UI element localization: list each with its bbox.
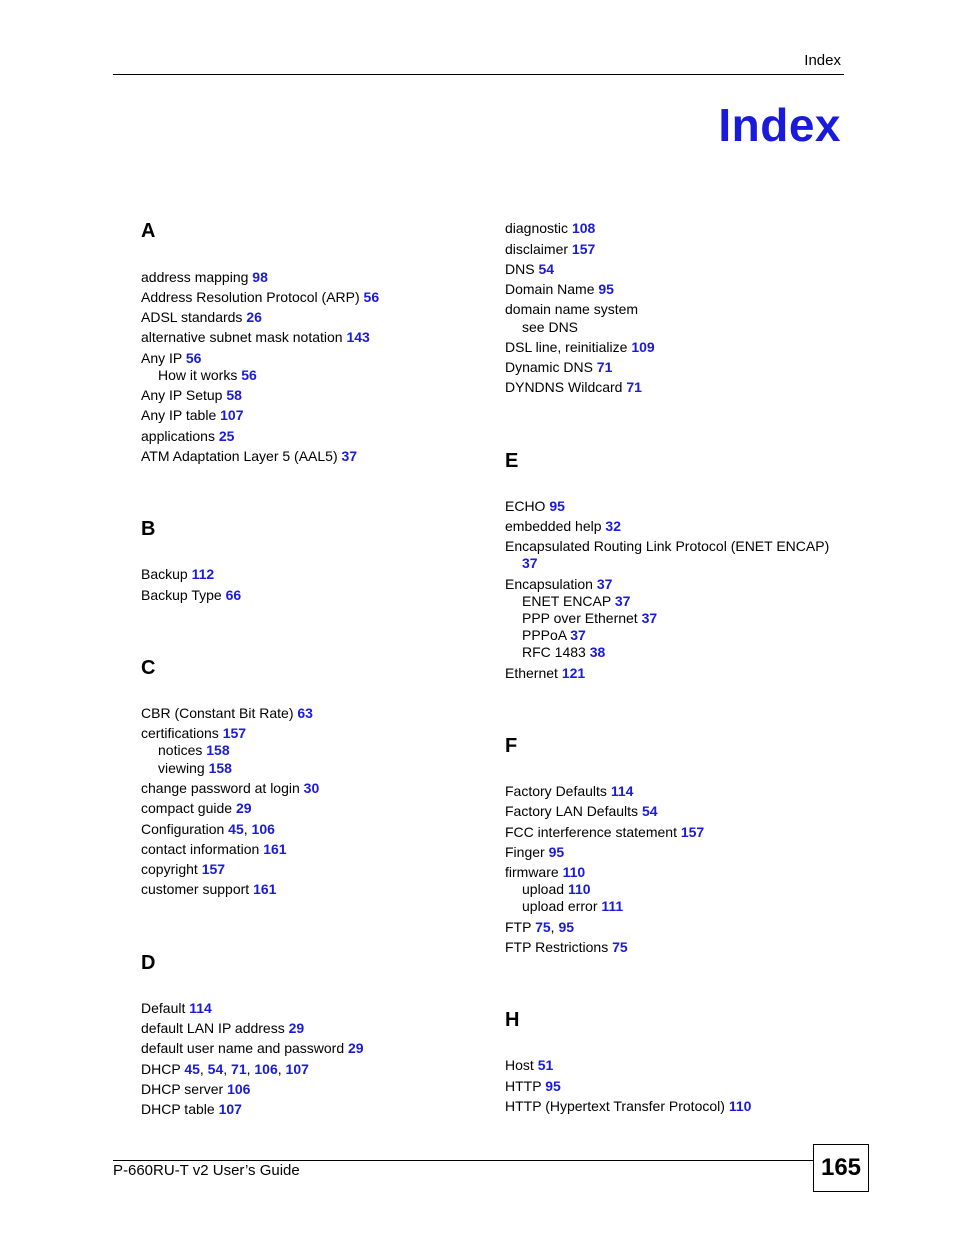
index-term: customer support bbox=[141, 881, 250, 897]
index-term: DHCP server bbox=[141, 1081, 224, 1097]
index-entry bbox=[505, 844, 564, 861]
index-entry bbox=[141, 448, 357, 465]
index-entry bbox=[141, 881, 276, 898]
index-term: Any IP bbox=[141, 350, 182, 366]
index-term: FCC interference statement bbox=[505, 824, 677, 840]
page-link[interactable]: 107 bbox=[285, 1061, 309, 1077]
index-entry: DHCP 45, 54, 71, 106, 107 bbox=[141, 1061, 309, 1077]
page-link[interactable]: 37 bbox=[596, 576, 613, 592]
index-entry bbox=[141, 1081, 250, 1098]
page-link[interactable]: 37 bbox=[341, 448, 358, 464]
index-term: Encapsulated Routing Link Protocol (ENET ENCAP) bbox=[505, 538, 830, 554]
index-entry bbox=[505, 359, 612, 376]
index-term: upload error bbox=[522, 898, 598, 914]
index-entry bbox=[141, 387, 242, 404]
index-term: copyright bbox=[141, 861, 198, 877]
index-term: embedded help bbox=[505, 518, 602, 534]
index-entry bbox=[141, 350, 201, 367]
page-link[interactable]: 121 bbox=[561, 665, 586, 681]
index-term: compact guide bbox=[141, 800, 233, 816]
index-entry bbox=[141, 800, 252, 817]
index-term: ENET ENCAP bbox=[522, 593, 611, 609]
index-subentry bbox=[505, 610, 657, 627]
page-link[interactable]: 111 bbox=[601, 898, 624, 914]
header-rule bbox=[113, 74, 844, 75]
index-term: Any IP Setup bbox=[141, 387, 223, 403]
page-link[interactable]: 106 bbox=[227, 1081, 251, 1097]
header-section-label: Index bbox=[804, 52, 841, 69]
page-link[interactable]: 106 bbox=[254, 1061, 278, 1077]
page-link[interactable]: 71 bbox=[596, 359, 613, 375]
page-link[interactable]: 26 bbox=[246, 309, 262, 325]
index-term: Backup Type bbox=[141, 587, 222, 603]
index-term: CBR (Constant Bit Rate) bbox=[141, 705, 294, 721]
page-link[interactable]: 29 bbox=[235, 800, 252, 816]
index-entry bbox=[505, 1078, 561, 1095]
page-link[interactable]: 106 bbox=[251, 821, 275, 837]
page-link[interactable]: 56 bbox=[185, 350, 202, 366]
page-link[interactable]: 158 bbox=[208, 760, 232, 776]
index-entry bbox=[141, 428, 234, 445]
index-entry bbox=[141, 705, 313, 722]
index-entry bbox=[141, 1101, 242, 1118]
index-term: see DNS bbox=[522, 319, 579, 335]
index-entry bbox=[141, 1020, 304, 1037]
index-term: FTP Restrictions bbox=[505, 939, 609, 955]
index-entry bbox=[141, 309, 262, 326]
page-link[interactable]: 54 bbox=[207, 1061, 224, 1077]
index-entry bbox=[505, 498, 565, 515]
index-subentry bbox=[505, 627, 586, 644]
index-term: certifications bbox=[141, 725, 219, 741]
index-term: DSL line, reinitialize bbox=[505, 339, 628, 355]
index-entry bbox=[505, 939, 628, 956]
index-term: Any IP table bbox=[141, 407, 217, 423]
index-term: firmware bbox=[505, 864, 559, 880]
page-link[interactable]: 37 bbox=[614, 593, 631, 609]
page-link[interactable]: 45 bbox=[228, 821, 244, 837]
page-link[interactable]: 56 bbox=[241, 367, 257, 383]
page-link[interactable]: 161 bbox=[253, 881, 277, 897]
page-link[interactable]: 66 bbox=[225, 587, 242, 603]
index-term: Host bbox=[505, 1057, 534, 1073]
page-link[interactable]: 95 bbox=[598, 281, 614, 297]
index-entry bbox=[141, 1040, 364, 1057]
page-link[interactable]: 54 bbox=[641, 803, 658, 819]
index-entry bbox=[141, 841, 287, 858]
page-link[interactable]: 114 bbox=[189, 1000, 212, 1016]
index-entry bbox=[505, 241, 595, 258]
page-link[interactable]: 95 bbox=[558, 919, 575, 935]
page-link[interactable]: 107 bbox=[220, 407, 244, 423]
page-link[interactable]: 108 bbox=[571, 220, 596, 236]
page-link[interactable]: 45 bbox=[184, 1061, 200, 1077]
page-link[interactable]: 114 bbox=[610, 783, 634, 799]
index-term: default user name and password bbox=[141, 1040, 345, 1056]
index-term: DHCP bbox=[141, 1061, 181, 1077]
index-term: Configuration bbox=[141, 821, 225, 837]
page-link[interactable]: 143 bbox=[346, 329, 370, 345]
index-entry bbox=[141, 861, 225, 878]
index-entry bbox=[141, 587, 241, 604]
index-term: PPP over Ethernet bbox=[522, 610, 638, 626]
index-term: HTTP (Hypertext Transfer Protocol) bbox=[505, 1098, 725, 1114]
index-entry bbox=[505, 518, 621, 535]
index-entry bbox=[505, 1057, 553, 1074]
index-subentry bbox=[505, 319, 578, 336]
page-link[interactable]: 63 bbox=[297, 705, 313, 721]
index-term: diagnostic bbox=[505, 220, 569, 236]
index-entry bbox=[141, 780, 319, 797]
page-link[interactable]: 95 bbox=[549, 498, 565, 514]
index-term: ADSL standards bbox=[141, 309, 243, 325]
index-term: address mapping bbox=[141, 269, 249, 285]
index-term: contact information bbox=[141, 841, 260, 857]
index-entry bbox=[141, 566, 214, 583]
page-link[interactable]: 56 bbox=[363, 289, 380, 305]
index-term: DHCP table bbox=[141, 1101, 215, 1117]
index-term: RFC 1483 bbox=[522, 644, 586, 660]
page-link[interactable]: 54 bbox=[538, 261, 555, 277]
index-entry bbox=[505, 864, 585, 881]
page-link[interactable]: 29 bbox=[288, 1020, 305, 1036]
index-term: Ethernet bbox=[505, 665, 558, 681]
index-term: change password at login bbox=[141, 780, 300, 796]
index-subentry bbox=[141, 367, 257, 384]
page-link[interactable]: 109 bbox=[631, 339, 655, 355]
index-term: applications bbox=[141, 428, 215, 444]
section-letter-b: B bbox=[141, 518, 156, 540]
index-term: Domain Name bbox=[505, 281, 595, 297]
section-letter-d: D bbox=[141, 952, 156, 974]
index-term: default LAN IP address bbox=[141, 1020, 285, 1036]
section-letter-e: E bbox=[505, 450, 519, 472]
index-subentry bbox=[141, 742, 230, 759]
section-letter-f: F bbox=[505, 735, 518, 757]
index-subentry bbox=[505, 555, 538, 572]
index-entry bbox=[505, 824, 704, 841]
page-link[interactable]: 37 bbox=[641, 610, 658, 626]
index-term: Address Resolution Protocol (ARP) bbox=[141, 289, 360, 305]
page-link[interactable]: 37 bbox=[522, 555, 538, 571]
page-link[interactable]: 157 bbox=[571, 241, 596, 257]
page-link[interactable]: 38 bbox=[589, 644, 606, 660]
page-link[interactable]: 37 bbox=[570, 627, 586, 643]
index-entry bbox=[141, 1000, 212, 1017]
index-term: How it works bbox=[158, 367, 238, 383]
index-term: Dynamic DNS bbox=[505, 359, 593, 375]
page-link[interactable]: 25 bbox=[218, 428, 235, 444]
page-link[interactable]: 51 bbox=[537, 1057, 554, 1073]
page-link[interactable]: 95 bbox=[545, 1078, 561, 1094]
index-entry bbox=[505, 261, 554, 278]
index-term: PPPoA bbox=[522, 627, 567, 643]
index-term: Default bbox=[141, 1000, 186, 1016]
index-term: FTP bbox=[505, 919, 532, 935]
index-entry: FTP 75, 95 bbox=[505, 919, 575, 935]
index-entry bbox=[505, 220, 595, 237]
index-term: notices bbox=[158, 742, 203, 758]
page-link[interactable]: 112 bbox=[191, 566, 215, 582]
index-entry bbox=[505, 783, 633, 800]
page-link[interactable]: 110 bbox=[728, 1098, 752, 1114]
index-term: ECHO bbox=[505, 498, 546, 514]
index-entry bbox=[141, 329, 370, 346]
page-link[interactable]: 71 bbox=[626, 379, 642, 395]
index-subentry bbox=[505, 593, 630, 610]
page-link[interactable]: 157 bbox=[201, 861, 226, 877]
index-subentry bbox=[141, 760, 232, 777]
index-term: alternative subnet mask notation bbox=[141, 329, 343, 345]
page-link[interactable]: 75 bbox=[535, 919, 551, 935]
index-entry bbox=[505, 379, 642, 396]
page-link[interactable]: 110 bbox=[562, 864, 586, 880]
section-letter-c: C bbox=[141, 657, 156, 679]
page-link[interactable]: 58 bbox=[226, 387, 242, 403]
index-term: viewing bbox=[158, 760, 205, 776]
page-title: Index bbox=[718, 99, 841, 151]
page-link[interactable]: 32 bbox=[605, 518, 621, 534]
section-letter-a: A bbox=[141, 220, 156, 242]
index-term: domain name system bbox=[505, 301, 639, 317]
index-term: disclaimer bbox=[505, 241, 569, 257]
index-term: HTTP bbox=[505, 1078, 542, 1094]
footer-rule bbox=[113, 1160, 813, 1161]
index-term: ATM Adaptation Layer 5 (AAL5) bbox=[141, 448, 338, 464]
page-link[interactable]: 157 bbox=[222, 725, 247, 741]
page-link[interactable]: 30 bbox=[303, 780, 320, 796]
index-entry bbox=[505, 538, 829, 555]
index-entry bbox=[505, 1098, 751, 1115]
page-link[interactable]: 157 bbox=[680, 824, 705, 840]
index-subentry bbox=[505, 881, 591, 898]
index-term: Finger bbox=[505, 844, 545, 860]
index-entry bbox=[505, 339, 655, 356]
index-entry bbox=[505, 803, 658, 820]
index-entry bbox=[141, 289, 379, 306]
page-link[interactable]: 110 bbox=[567, 881, 591, 897]
index-subentry bbox=[505, 898, 623, 915]
index-term: DYNDNS Wildcard bbox=[505, 379, 623, 395]
page-link[interactable]: 75 bbox=[612, 939, 628, 955]
footer-guide-title: P-660RU-T v2 User’s Guide bbox=[113, 1162, 300, 1179]
page-link[interactable]: 107 bbox=[218, 1101, 242, 1117]
index-term: DNS bbox=[505, 261, 535, 277]
index-entry bbox=[505, 665, 585, 682]
page-link[interactable]: 98 bbox=[252, 269, 268, 285]
page-link[interactable]: 158 bbox=[206, 742, 230, 758]
page-link[interactable]: 29 bbox=[348, 1040, 364, 1056]
index-entry: Configuration 45, 106 bbox=[141, 821, 275, 837]
index-entry bbox=[141, 407, 244, 424]
index-term: Encapsulation bbox=[505, 576, 593, 592]
index-term: Factory Defaults bbox=[505, 783, 607, 799]
page-link[interactable]: 161 bbox=[263, 841, 287, 857]
index-entry bbox=[505, 576, 612, 593]
index-subentry bbox=[505, 644, 605, 661]
section-letter-h: H bbox=[505, 1009, 520, 1031]
index-entry bbox=[141, 269, 268, 286]
index-entry bbox=[141, 725, 246, 742]
index-entry bbox=[505, 301, 638, 318]
index-term: upload bbox=[522, 881, 565, 897]
index-term: Backup bbox=[141, 566, 188, 582]
index-term: Factory LAN Defaults bbox=[505, 803, 639, 819]
index-entry bbox=[505, 281, 614, 298]
page-number: 165 bbox=[813, 1144, 869, 1192]
page-link[interactable]: 71 bbox=[231, 1061, 247, 1077]
page-link[interactable]: 95 bbox=[548, 844, 565, 860]
